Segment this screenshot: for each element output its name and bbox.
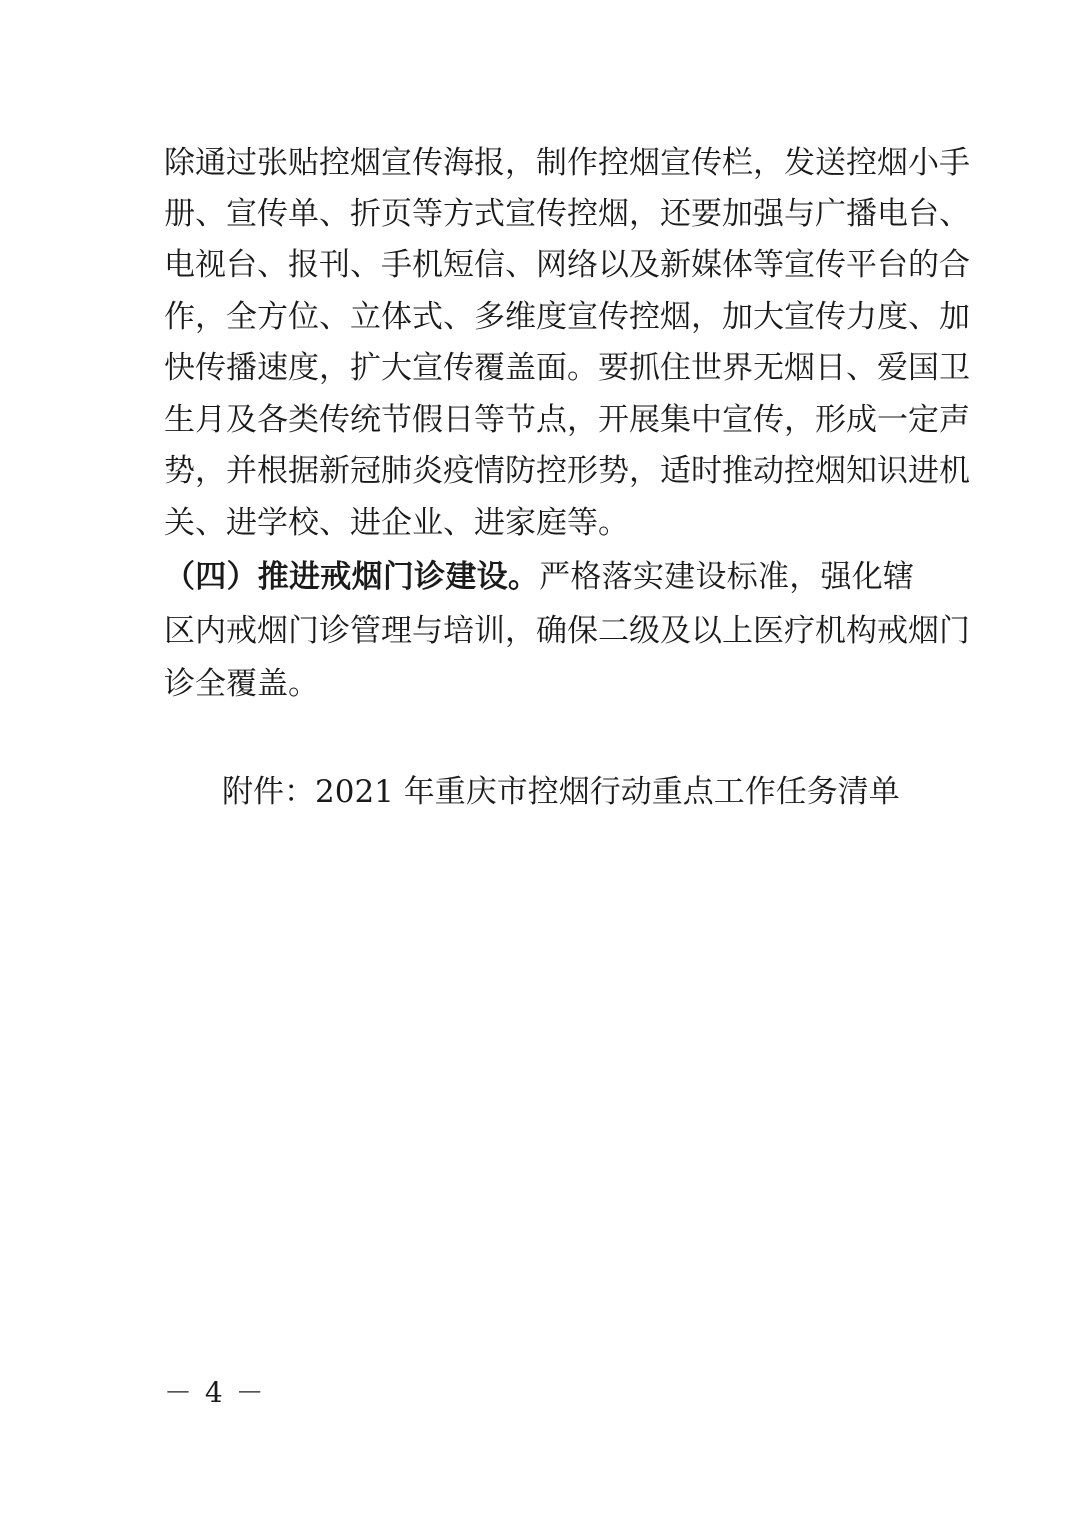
paragraph-1-line-7: 势，并根据新冠肺炎疫情防控形势，适时推动控烟知识进机 <box>164 453 970 489</box>
paragraph-2-line-1 <box>164 557 914 597</box>
paragraph-2-line-1-text: 严格落实建设标准，强化辖 <box>539 559 915 595</box>
paragraph-1-line-6: 生月及各类传统节假日等节点，开展集中宣传，形成一定声 <box>164 402 970 438</box>
paragraph-1-line-2: 册、宣传单、折页等方式宣传控烟，还要加强与广播电台、 <box>164 196 970 232</box>
paragraph-1-line-4: 作，全方位、立体式、多维度宣传控烟，加大宣传力度、加 <box>164 299 970 335</box>
section-heading: （四）推进戒烟门诊建设。 <box>164 559 540 595</box>
paragraph-2-line-2: 区内戒烟门诊管理与培训，确保二级及以上医疗机构戒烟门 <box>164 613 970 649</box>
paragraph-1-line-5: 快传播速度，扩大宣传覆盖面。要抓住世界无烟日、爱国卫 <box>164 350 970 386</box>
paragraph-1-line-1: 除通过张贴控烟宣传海报，制作控烟宣传栏，发送控烟小手 <box>164 145 970 181</box>
paragraph-2-line-3: 诊全覆盖。 <box>164 666 319 702</box>
attachment-note: 附件：2021 年重庆市控烟行动重点工作任务清单 <box>222 774 900 810</box>
paragraph-1-line-3: 电视台、报刊、手机短信、网络以及新媒体等宣传平台的合 <box>164 247 970 283</box>
paragraph-1-line-8: 关、进学校、进企业、进家庭等。 <box>164 505 629 541</box>
page-number: － 4 － <box>164 1376 266 1409</box>
